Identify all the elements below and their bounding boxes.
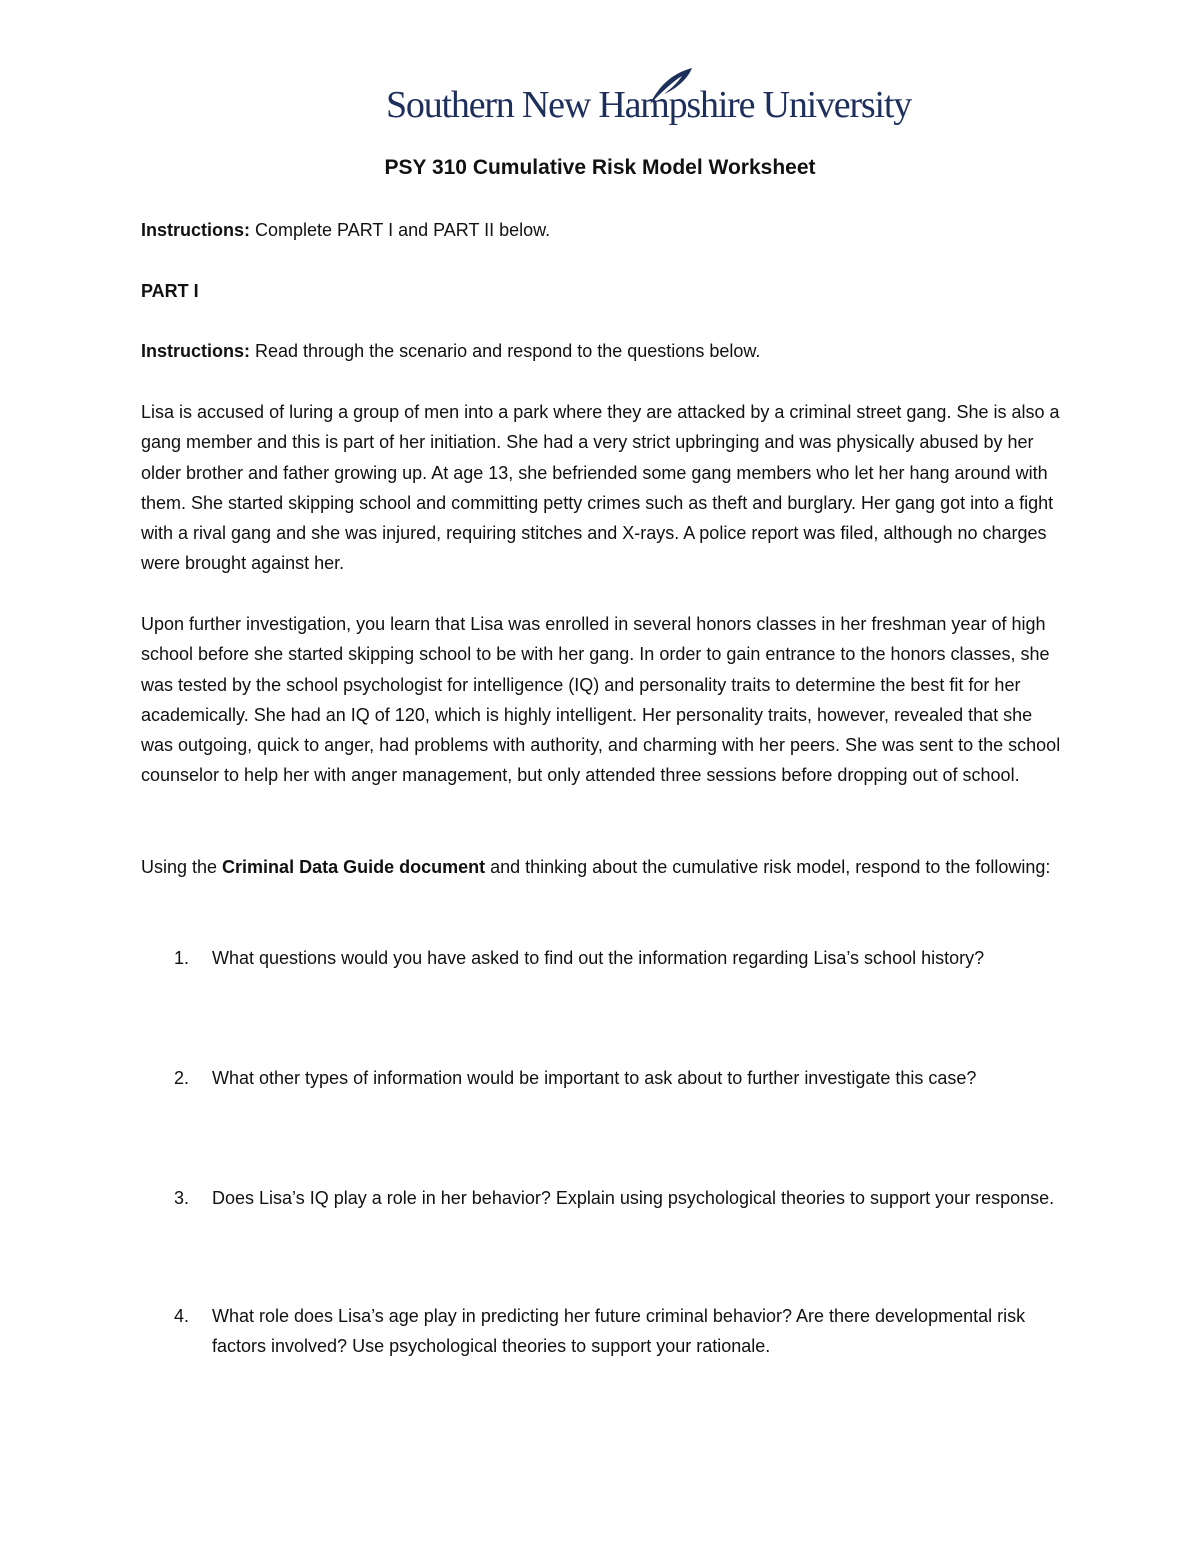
criminal-data-guide-reference: Criminal Data Guide document [222, 857, 486, 877]
part-one-heading: PART I [141, 281, 199, 301]
question-4-number: 4. [174, 1306, 190, 1326]
university-name: Southern New Hampshire University [386, 84, 912, 126]
part-one-instructions-label: Instructions: [141, 341, 251, 361]
main-instructions [141, 215, 1061, 245]
question-3-text: Does Lisa’s IQ play a role in her behavior? Explain using psychological theories to support your response. [212, 1188, 1055, 1208]
question-2-number: 2. [174, 1068, 190, 1088]
question-3-number: 3. [174, 1188, 190, 1208]
instructions-label: Instructions: [141, 220, 251, 240]
question-4-text: What role does Lisa’s age play in predicting her future criminal behavior? Are there developmental risk factors involved? Use psychological theories to support your rationale. [212, 1306, 1026, 1357]
part-one-instructions-text: Read through the scenario and respond to the questions below. [250, 341, 761, 361]
scenario-paragraph-1: Lisa is accused of luring a group of men into a park where they are attacked by a criminal street gang. She is also a gang member and this is part of her initiation. She had a very strict upbringing and was physically abused by her older brother and father growing up. At age 13, she befriended some gang members who let her hang around with them. She started skipping school and committing petty crimes such as theft and burglary. Her gang got into a fight with a rival gang and she was injured, requiring stitches and X-rays. A police report was filed, although no charges were brought against her. [141, 402, 1060, 574]
question-2-text: What other types of information would be important to ask about to further investigate this case? [212, 1068, 977, 1088]
scenario-paragraph-2: Upon further investigation, you learn that Lisa was enrolled in several honors classes in her freshman year of high school before she started skipping school to be with her gang. In order to gain entrance to the honors classes, she was tested by the school psychologist for intelligence (IQ) and personality traits to determine the best fit for her academically. She had an IQ of 120, which is highly intelligent. Her personality traits, however, revealed that she was outgoing, quick to anger, had problems with authority, and charming with her peers. She was sent to the school counselor to help her with anger management, but only attended three sessions before dropping out of school. [141, 614, 1061, 786]
question-1-text: What questions would you have asked to find out the information regarding Lisa’s school history? [212, 948, 985, 968]
using-guide-post: and thinking about the cumulative risk model, respond to the following: [485, 857, 1051, 877]
university-logo [386, 66, 912, 146]
using-guide-paragraph [141, 852, 1061, 882]
question-1-number: 1. [174, 948, 190, 968]
page-title: PSY 310 Cumulative Risk Model Worksheet [384, 156, 816, 179]
part-one-instructions [141, 336, 1061, 366]
instructions-text: Complete PART I and PART II below. [250, 220, 551, 240]
using-guide-pre: Using the [141, 857, 223, 877]
